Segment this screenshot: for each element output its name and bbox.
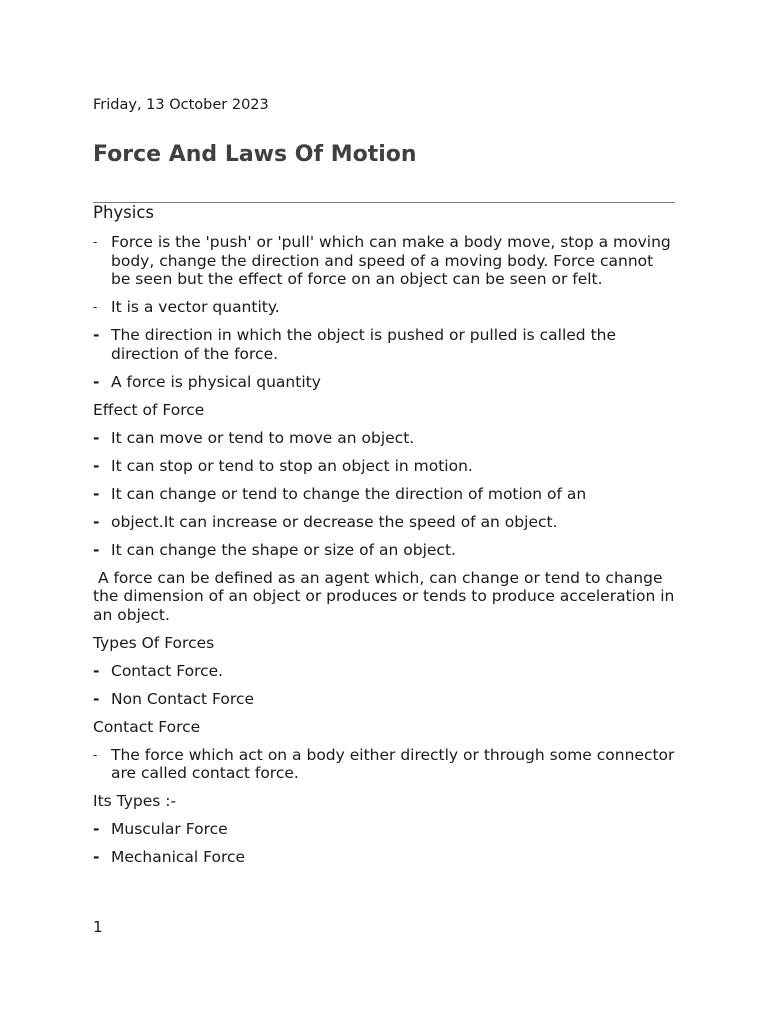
bullet-dash: - [93,300,98,314]
list-item-text: Contact Force. [111,661,224,680]
list-item-text: Muscular Force [111,820,228,838]
document-body [93,203,680,876]
list-item-text: It can stop or tend to stop an object in motion. [111,456,473,475]
list-item [93,457,675,476]
bullet-dash: - [93,326,100,344]
bullet-dash: - [93,512,100,531]
bullet-dash: - [93,848,100,866]
list-item-text: It can change or tend to change the direction of motion of an [111,484,587,503]
bullet-dash: - [93,428,100,447]
definition-paragraph: A force can be defined as an agent which, can change or tend to change the dimension of an object or produces or tends to produce acceleration in an object. [93,568,680,624]
document-date: Friday, 13 October 2023 [93,97,269,113]
bullet-dash: - [93,372,100,391]
list-item [93,485,675,504]
bullet-dash: - [93,235,98,249]
page-number: 1 [93,918,103,936]
list-item-text: It is a vector quantity. [111,298,280,316]
list-item-text: Force is the 'push' or 'pull' which can make a body move, stop a moving body, change the direction and speed of a moving body. Force cannot be seen but the effect of force on an object can be seen or felt. [111,233,671,288]
list-item-text: object.It can increase or decrease the speed of an object. [111,512,558,531]
list-item-text: It can move or tend to move an object. [111,428,415,447]
list-item-text: The force which act on a body either directly or through some connector are called contact force. [111,745,675,782]
list-item [93,326,675,363]
bullet-dash: - [93,661,100,680]
section-heading: Physics [93,203,155,222]
list-item [93,848,675,867]
list-item [93,541,675,560]
bullet-dash: - [93,540,100,559]
list-item [93,662,675,681]
list-item [93,298,675,317]
list-item [93,373,675,392]
list-item-text: The direction in which the object is pushed or pulled is called the direction of the force. [111,326,617,363]
document-title: Force And Laws Of Motion [93,142,417,167]
list-item-text: A force is physical quantity [111,372,321,391]
list-item-text: It can change the shape or size of an object. [111,540,456,559]
list-item-text: Non Contact Force [111,689,254,708]
list-item [93,746,675,783]
bullet-dash: - [93,456,100,475]
subheading: Its Types :- [93,792,177,810]
list-item [93,233,675,289]
list-item-text: Mechanical Force [111,848,246,866]
bullet-dash: - [93,689,100,708]
list-item [93,429,675,448]
bullet-dash: - [93,484,100,503]
list-item [93,820,675,839]
subheading: Effect of Force [93,400,205,419]
bullet-dash: - [93,747,98,762]
subheading: Types Of Forces [93,633,215,652]
list-item [93,690,675,709]
bullet-dash: - [93,820,100,838]
subheading: Contact Force [93,717,201,736]
list-item [93,513,675,532]
